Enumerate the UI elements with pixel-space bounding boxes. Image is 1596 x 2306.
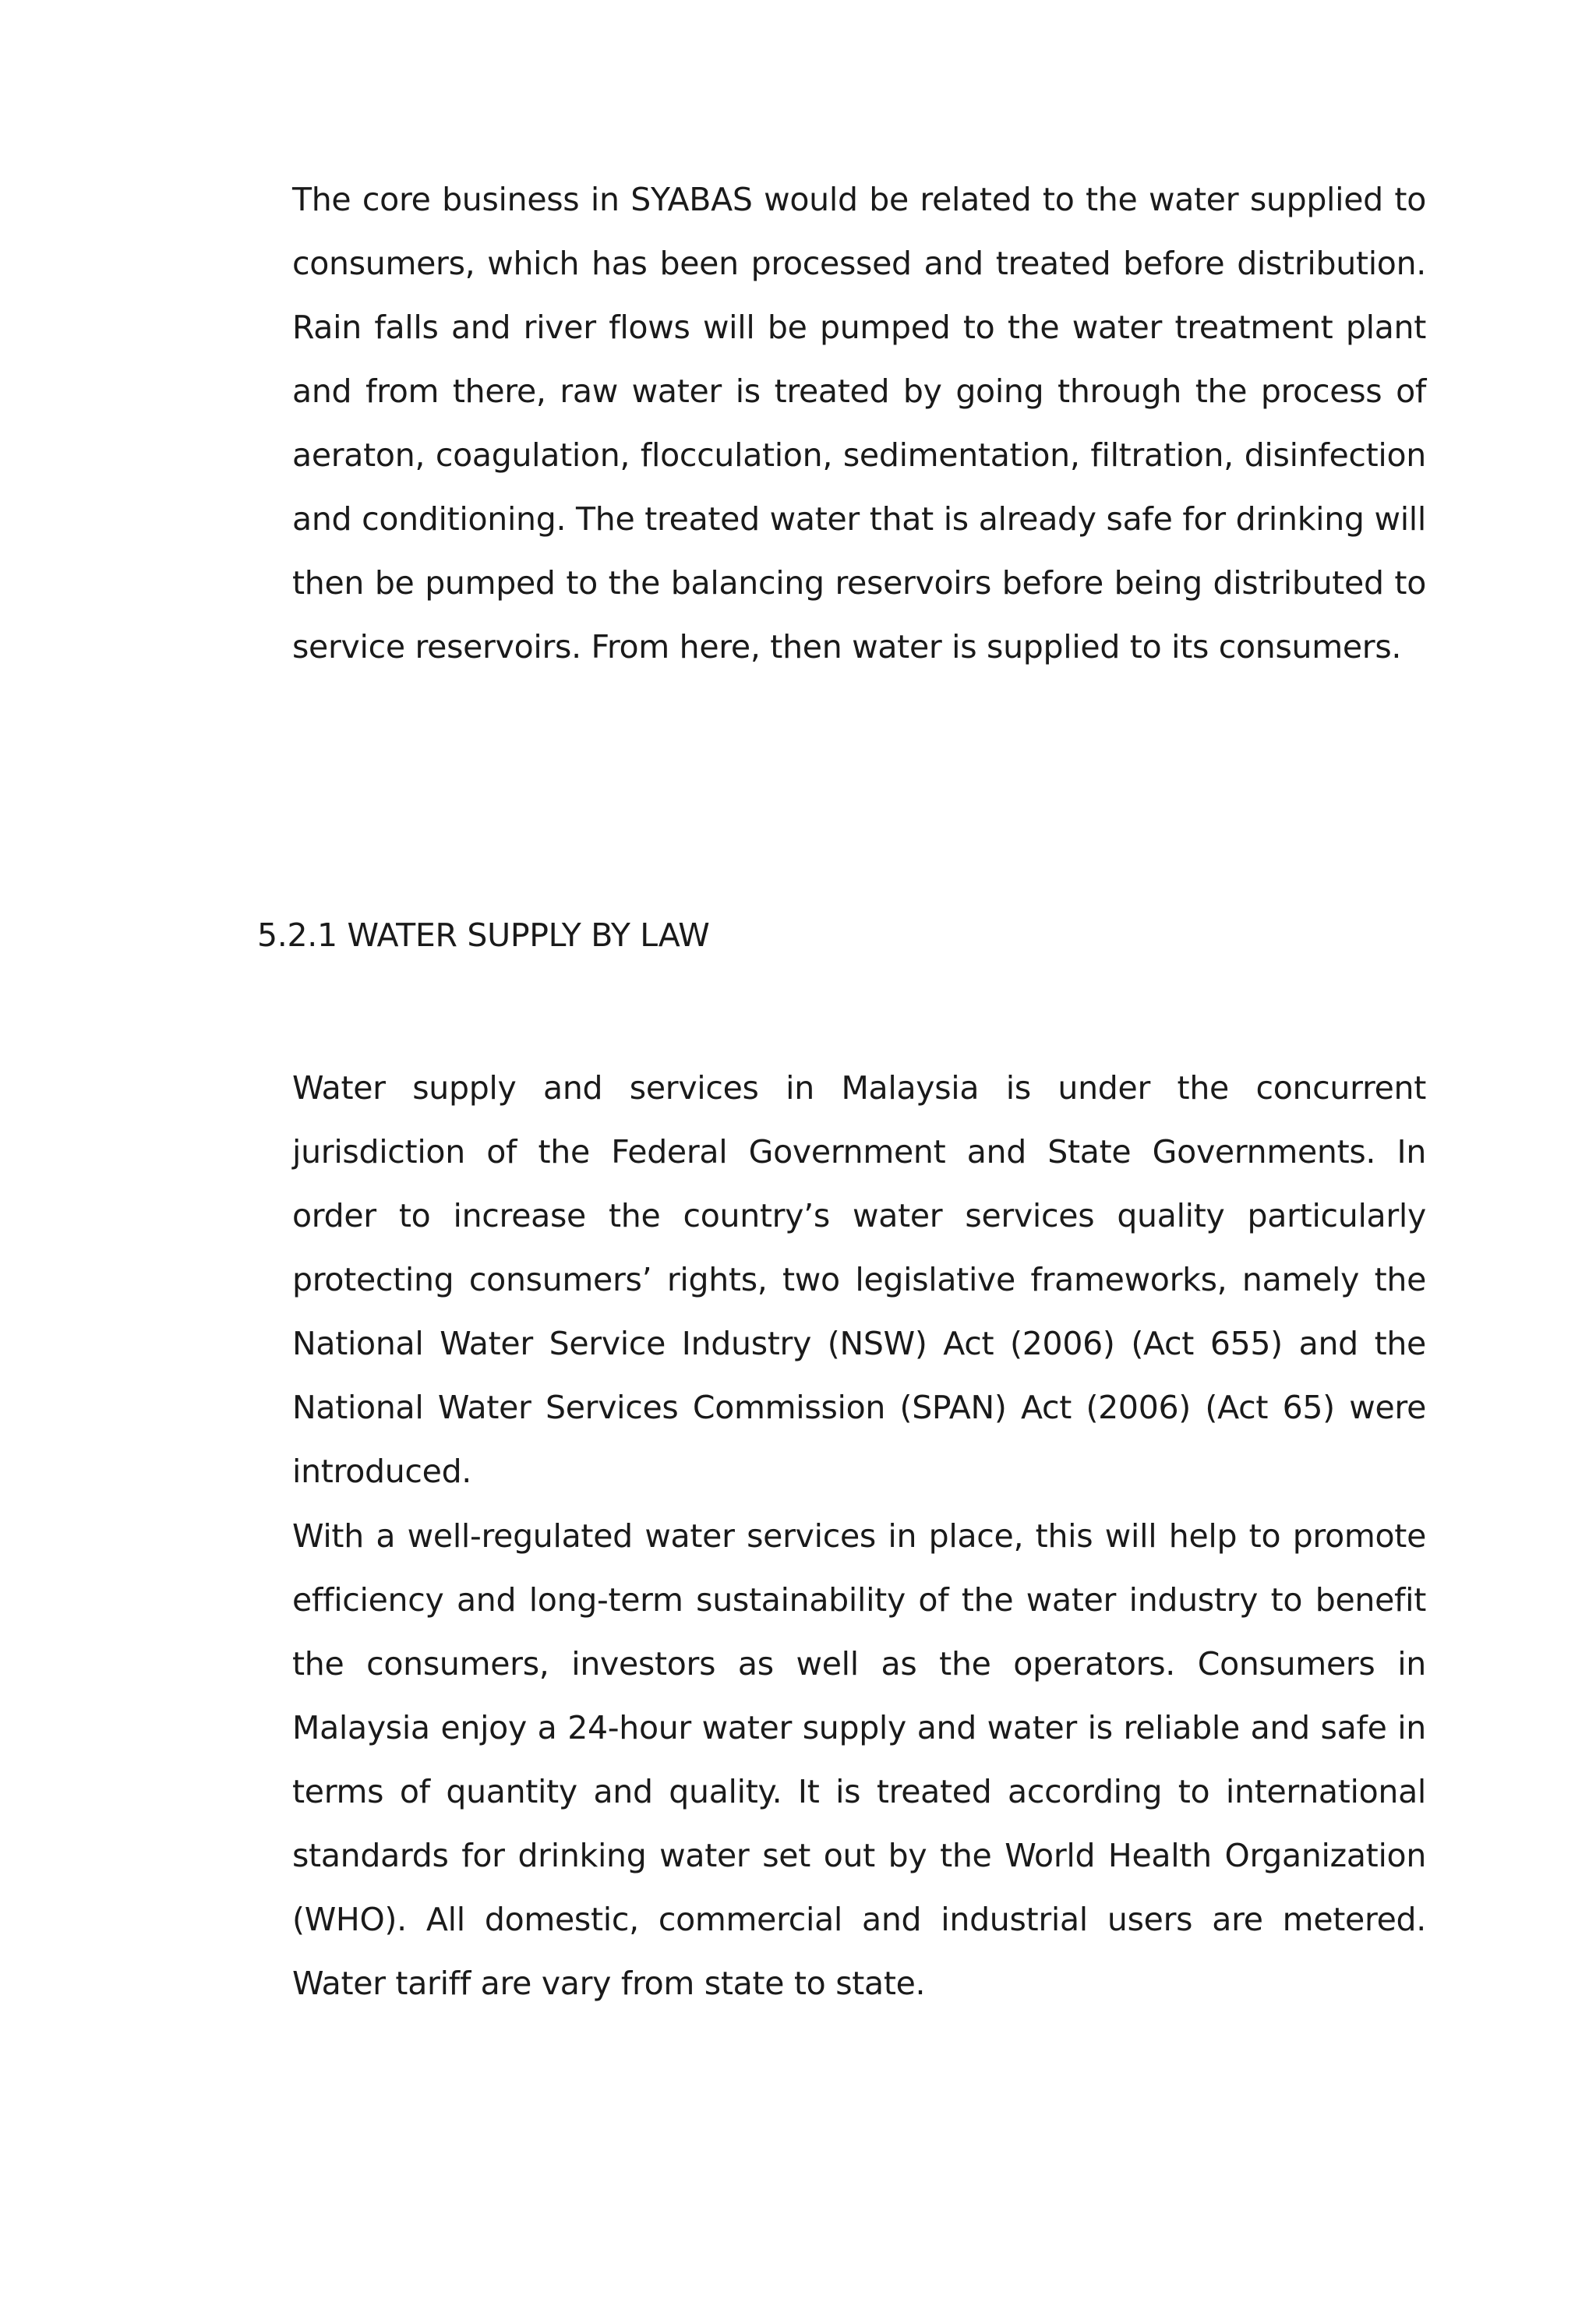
regulated-services-paragraph: With a well-regulated water services in place, this will help to promote efficiency and long-term sustainability of the water industry to benefit the consumers, investors as well as the operators. Consumers in Malaysia enjoy a 24-hour water supply and water is reliable and safe in terms of quantity and quality. It is treated according to international standards for drinking water set out by the World Health Organization (WHO). All domestic, commercial and industrial users are metered. Water tariff are vary from state to state. bbox=[292, 1517, 1426, 2002]
law-paragraph: Water supply and services in Malaysia is under the concurrent jurisdiction of the Federal Government and State Governments. In order to increase the country’s water services quality particularly protecting consumers’ rights, two legislative frameworks, namely the National Water Service Industry (NSW) Act (2006) (Act 655) and the National Water Services Commission (SPAN) Act (2006) (Act 65) were introduced. bbox=[292, 1069, 1426, 1490]
section-heading: 5.2.1 WATER SUPPLY BY LAW bbox=[257, 916, 710, 954]
intro-paragraph: The core business in SYABAS would be related to the water supplied to consumers, which has been processed and treated before distribution. Rain falls and river flows will be pumped to the water treatment plant and from there, raw water is treated by going through the process of aeraton, coagulation, flocculation, sedimentation, filtration, disinfection and conditioning. The treated water that is already safe for drinking will then be pumped to the balancing reservoirs before being distributed to service reservoirs. From here, then water is supplied to its consumers. bbox=[292, 181, 1426, 666]
